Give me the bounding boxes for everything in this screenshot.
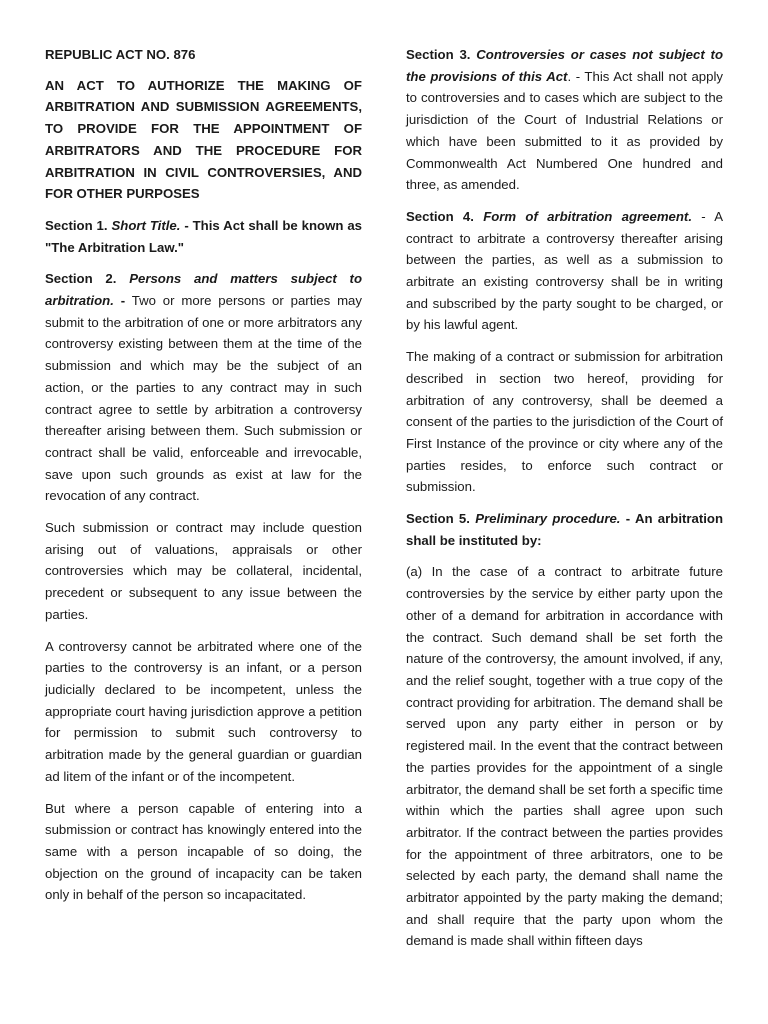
paragraph-incapable: But where a person capable of entering into a submission or contract has knowingly entered into the same with a person incapable of so doing, the objection on the ground of incapacity can be taken only in behalf of the person so incapacitated. <box>45 800 362 903</box>
section-3-heading: Controversies or cases not subject to the provisions of this Act <box>406 47 724 84</box>
paragraph-making: The making of a contract or submission for arbitration described in section two hereof, providing for arbitration of any controversy, shall be deemed a consent of the parties to the jurisdiction of the Court of First Instance of the province or city where any of the parties resides, to enforce such contract or submission. <box>406 349 723 495</box>
section-2-label: Section 2. <box>45 271 117 287</box>
section-1-body: - This Act shall be known as "The Arbitration Law." <box>45 217 362 255</box>
act-number: REPUBLIC ACT NO. 876 <box>45 47 196 62</box>
paragraph-infant: A controversy cannot be arbitrated where one of the parties to the controversy is an infant, or a person judicially declared to be incompetent, unless the appropriate court having jurisdiction approve a petition for permission to submit such controversy to arbitration made by the general guardian or guardian ad litem of the infant or of the incompetent. <box>45 638 362 784</box>
section-4-heading: Form of arbitration agreement. <box>483 208 692 224</box>
section-4 <box>406 206 723 336</box>
section-2 <box>45 268 362 507</box>
section-5-heading: Preliminary procedure. <box>475 511 621 527</box>
section-1-heading: Short Title. <box>111 217 181 233</box>
section-2-dash: - <box>113 293 126 309</box>
section-2-heading: Persons and matters subject to arbitration. <box>45 271 363 309</box>
paragraph-a: (a) In the case of a contract to arbitrate future controversies by the service by either party upon the other of a demand for arbitration in accordance with the contract. Such demand shall be set forth the nature of the controversy, the amount involved, if any, and the relief sought, together with a true copy of the contract providing for arbitration. The demand shall be served upon any party either in person or by registered mail. In the event that the contract between the parties provides for the appointment of a single arbitrator, the demand shall be set forth a specific time within which the parties shall agree upon such arbitrator. If the contract between the parties provides for the appointment of three arbitrators, one to be selected by each party, the demand shall name the arbitrator appointed by the party making the demand; and shall require that the party upon whom the demand is made shall within fifteen days <box>406 564 723 949</box>
left-column <box>45 44 362 916</box>
section-3-label: Section 3. <box>406 47 471 62</box>
section-2-body: Two or more persons or parties may submit to the arbitration of one or more arbitrators any controversy existing between them at the time of the submission and which may be the subject of an action, or the parties to any contract may in such contract agree to settle by arbitration a controversy thereafter arising between them. Such submission or contract shall be valid, enforceable and irrevocable, save upon such grounds as exist at law for the revocation of any contract. <box>45 293 362 504</box>
section-3 <box>406 44 723 196</box>
act-title: AN ACT TO AUTHORIZE THE MAKING OF ARBITRATION AND SUBMISSION AGREEMENTS, TO PROVIDE FOR THE APPOINTMENT OF ARBITRATORS AND THE PROCEDURE FOR ARBITRATION IN CIVIL CONTROVERSIES, AND FOR OTHER PURPOSES <box>45 77 362 202</box>
section-3-body: . - This Act shall not apply to controversies and to cases which are subject to the jurisdiction of the Court of Industrial Relations or which have been submitted to it as provided by Commonwealth Act Numbered One hundred and three, as amended. <box>406 68 723 193</box>
paragraph-valuations: Such submission or contract may include question arising out of valuations, appraisals or other controversies which may be collateral, incidental, precedent or subsequent to any issue between the parties. <box>45 520 362 622</box>
section-1 <box>45 215 362 258</box>
section-5-body: - An arbitration shall be instituted by: <box>406 511 724 548</box>
section-4-body: - A contract to arbitrate a controversy thereafter arising between the parties, as well as a submission to arbitrate an existing controversy shall be in writing and subscribed by the party sought to be charged, or by his lawful agent. <box>406 208 724 333</box>
right-column <box>406 44 723 962</box>
section-5-label: Section 5. <box>406 511 470 527</box>
section-1-label: Section 1. <box>45 217 108 233</box>
section-5 <box>406 508 723 551</box>
section-4-label: Section 4. <box>406 208 474 224</box>
